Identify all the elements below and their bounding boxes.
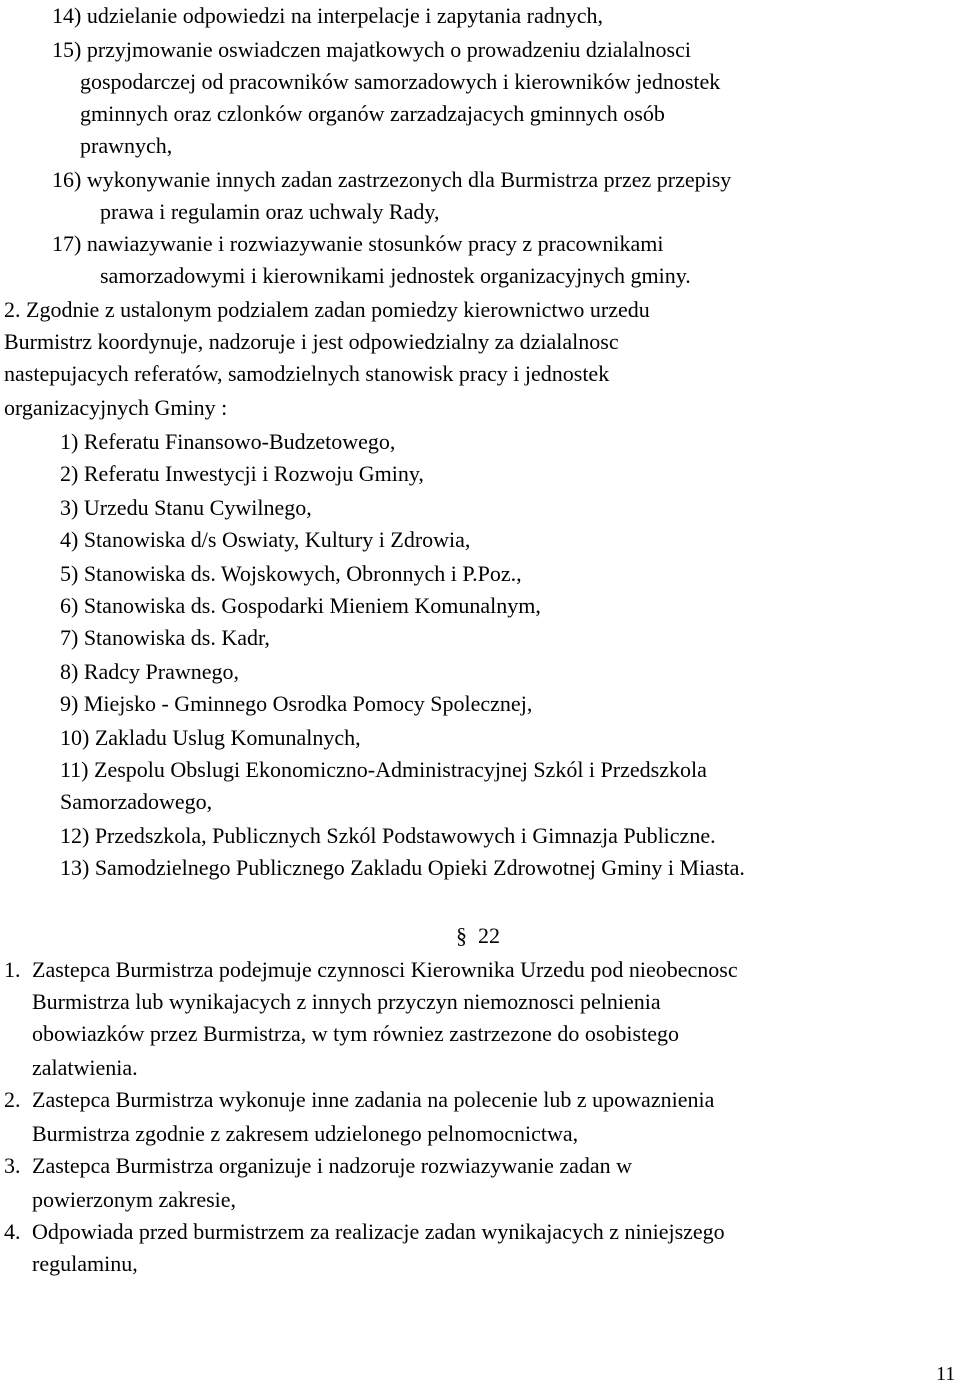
unit-item-6: 6) Stanowiska ds. Gospodarki Mieniem Komunalnym,: [60, 593, 541, 618]
section-item-1-cont: zalatwienia.: [32, 1055, 138, 1080]
page-number: 11: [936, 1363, 956, 1385]
unit-item-7: 7) Stanowiska ds. Kadr,: [60, 625, 270, 650]
section-item-1: Zastepca Burmistrza podejmuje czynnosci Kierownika Urzedu pod nieobecnosc: [32, 957, 738, 982]
section-item-1-cont: Burmistrza lub wynikajacych z innych przyczyn niemoznosci pelnienia: [32, 989, 661, 1014]
unit-item-5: 5) Stanowiska ds. Wojskowych, Obronnych i P.Poz.,: [60, 561, 522, 586]
duty-item-17-cont: samorzadowymi i kierownikami jednostek organizacyjnych gminy.: [100, 263, 691, 288]
section-item-number: 1.: [4, 957, 21, 982]
unit-item-13: 13) Samodzielnego Publicznego Zakladu Opieki Zdrowotnej Gminy i Miasta.: [60, 855, 745, 880]
unit-item-11: 11) Zespolu Obslugi Ekonomiczno-Administracyjnej Szkól i Przedszkola: [60, 757, 707, 782]
paragraph-2-line: 2. Zgodnie z ustalonym podzialem zadan pomiedzy kierownictwo urzedu: [4, 297, 650, 322]
section-item-2-cont: Burmistrza zgodnie z zakresem udzielonego pelnomocnictwa,: [32, 1121, 579, 1146]
section-item-number: 4.: [4, 1219, 21, 1244]
duty-item-15-cont: gminnych oraz czlonków organów zarzadzajacych gminnych osób: [80, 101, 665, 126]
section-mark: §: [456, 923, 467, 948]
unit-item-8: 8) Radcy Prawnego,: [60, 659, 240, 684]
unit-item-11-cont: Samorzadowego,: [60, 789, 213, 814]
section-item-number: 2.: [4, 1087, 21, 1112]
section-item-1-cont: obowiazków przez Burmistrza, w tym równiez zastrzezone do osobistego: [32, 1021, 679, 1046]
duty-item-17: 17) nawiazywanie i rozwiazywanie stosunków pracy z pracownikami: [52, 231, 664, 256]
paragraph-2-line: organizacyjnych Gminy :: [4, 395, 228, 420]
duty-item-15-cont: gospodarczej od pracowników samorzadowych i kierowników jednostek: [80, 69, 721, 94]
section-item-4: Odpowiada przed burmistrzem za realizacje zadan wynikajacych z niniejszego: [32, 1219, 725, 1244]
duty-item-15: 15) przyjmowanie oswiadczen majatkowych o prowadzeniu dzialalnosci: [52, 37, 691, 62]
section-number: 22: [478, 923, 500, 948]
duty-item-16: 16) wykonywanie innych zadan zastrzezonych dla Burmistrza przez przepisy: [52, 167, 732, 192]
unit-item-1: 1) Referatu Finansowo-Budzetowego,: [60, 429, 396, 454]
section-item-3-cont: powierzonym zakresie,: [32, 1187, 237, 1212]
unit-item-4: 4) Stanowiska d/s Oswiaty, Kultury i Zdrowia,: [60, 527, 471, 552]
unit-item-2: 2) Referatu Inwestycji i Rozwoju Gminy,: [60, 461, 424, 486]
section-item-4-cont: regulaminu,: [32, 1251, 138, 1276]
duty-item-16-cont: prawa i regulamin oraz uchwaly Rady,: [100, 199, 440, 224]
unit-item-3: 3) Urzedu Stanu Cywilnego,: [60, 495, 312, 520]
duty-item-15-cont: prawnych,: [80, 133, 173, 158]
duty-item-14: 14) udzielanie odpowiedzi na interpelacje i zapytania radnych,: [52, 3, 603, 28]
paragraph-2-line: Burmistrz koordynuje, nadzoruje i jest odpowiedzialny za dzialalnosc: [4, 329, 619, 354]
section-item-3: Zastepca Burmistrza organizuje i nadzoruje rozwiazywanie zadan w: [32, 1153, 633, 1178]
section-item-2: Zastepca Burmistrza wykonuje inne zadania na polecenie lub z upowaznienia: [32, 1087, 715, 1112]
paragraph-2-line: nastepujacych referatów, samodzielnych stanowisk pracy i jednostek: [4, 361, 610, 386]
unit-item-9: 9) Miejsko - Gminnego Osrodka Pomocy Spolecznej,: [60, 691, 533, 716]
unit-item-12: 12) Przedszkola, Publicznych Szkól Podstawowych i Gimnazja Publiczne.: [60, 823, 716, 848]
unit-item-10: 10) Zakladu Uslug Komunalnych,: [60, 725, 361, 750]
section-item-number: 3.: [4, 1153, 21, 1178]
